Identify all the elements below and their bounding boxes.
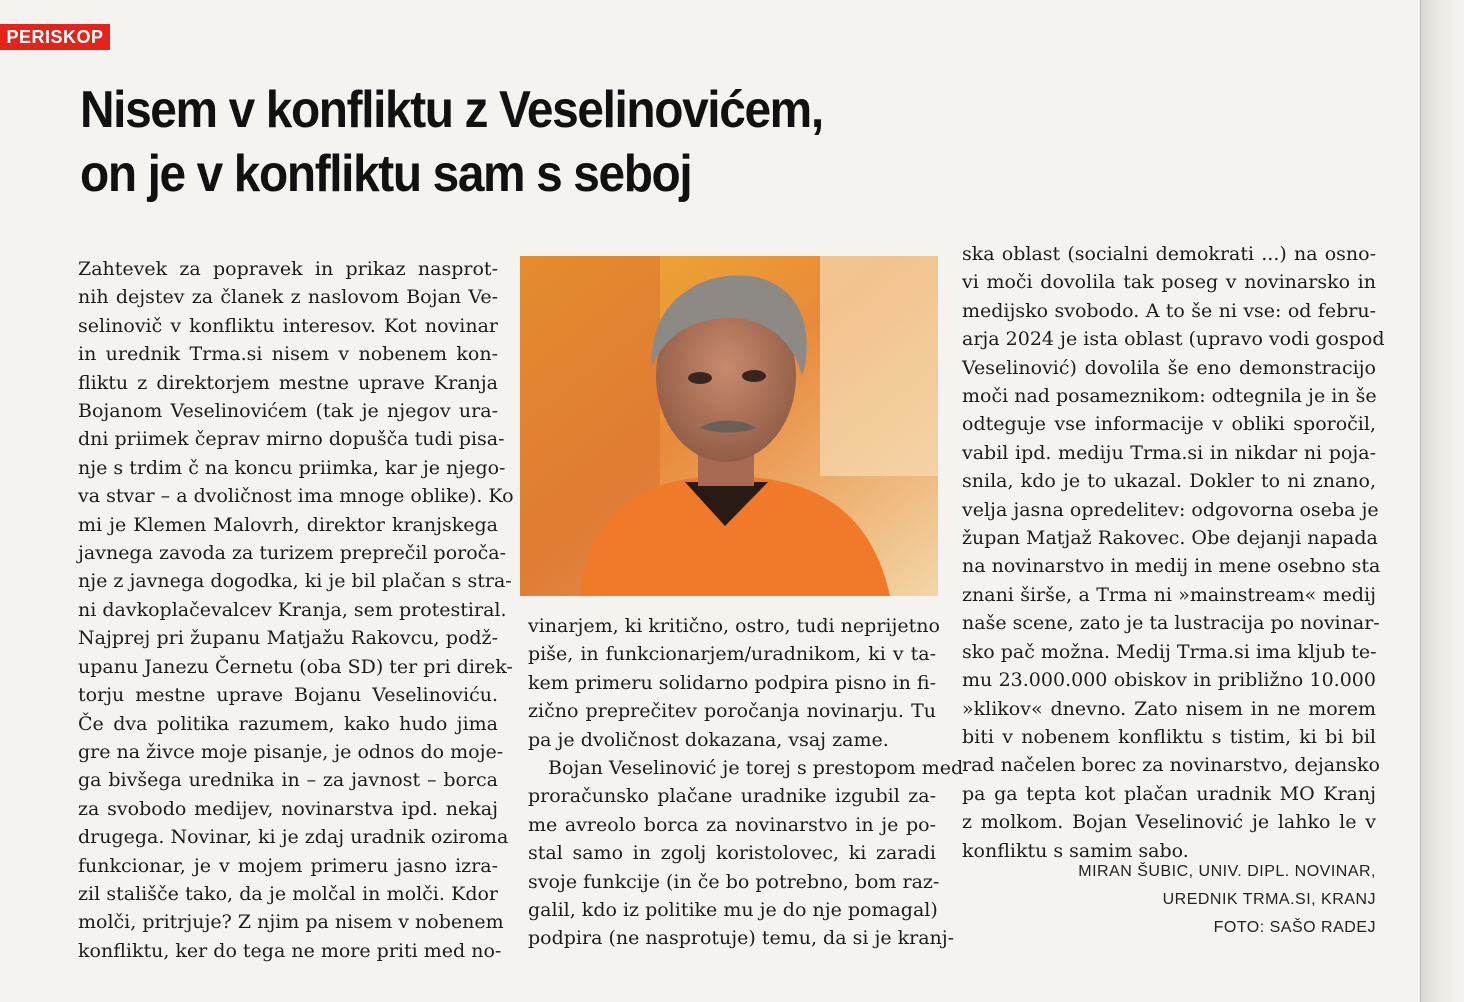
byline-author: MIRAN ŠUBIC, UNIV. DIPL. NOVINAR, [1078,863,1376,880]
article-column-3 [962,240,1385,865]
article-line: konfliktu s samim sabo. [962,839,1189,862]
article-line: sko pač možna. Medij Trma.si ima kljub te- [962,640,1377,663]
article-line: snila, kdo je to ukazal. Dokler to ni znano, [962,470,1376,493]
portrait-illustration [520,256,938,596]
article-line: odteguje vse informacije v obliki sporočil, [962,413,1376,436]
article-line: proračunsko plačane uradnike izgubil za- [528,785,936,808]
article-line: ga bivšega urednika in – za javnost – borca [78,769,498,792]
headline [80,78,1092,206]
article-line: in urednik Trma.si nisem v nobenem kon- [78,343,498,366]
article-line: fliktu z direktorjem mestne uprave Kranja [78,371,498,394]
article-line: ska oblast (socialni demokrati ...) na osno- [962,243,1376,265]
article-line: konfliktu, ker do tega ne more priti med no- [78,939,502,962]
article-line: naše scene, zato je ta lustracija po novinar- [962,612,1380,635]
article-line: pa ga tepta kot plačan uradnik MO Kranj [962,782,1376,805]
byline [1016,858,1376,942]
article-line: zil stališče tako, da je molčal in molči. Kdor [78,882,498,905]
article-line: kem primeru solidarno podpira pisno in fi- [528,671,936,694]
article-line: nje z javnega dogodka, ki je bil plačan s stra- [78,570,512,593]
article-line: me avreolo borca za novinarstvo in je po- [528,813,936,836]
article-line: podpira (ne nasprotuje) temu, da si je kranj- [528,927,955,950]
article-line: na novinarstvo in medij in mene osebno sta [962,555,1381,578]
article-line: Bojanom Veselinovićem (tak je njegov ura- [78,400,498,423]
article-line: ni davkoplačevalcev Kranja, sem protestiral. [78,598,507,621]
article-line: moči nad posameznikom: odtegnila je in še [962,385,1377,408]
article-line: Najprej pri županu Matjažu Rakovcu, podž- [78,627,498,650]
article-line: selinovič v konfliktu interesov. Kot novinar [78,314,498,337]
article-line: torju mestne uprave Bojanu Veselinoviću. [78,684,498,707]
article-line: galil, kdo iz politike mu je do nje pomagal) [528,899,938,922]
article-line: stal samo in zgolj koristolovec, ki zaradi [528,842,936,865]
page-edge [1420,0,1464,1002]
section-tag: PERISKOP [0,24,110,50]
article-line: piše, in funkcionarjem/uradnikom, ki v ta- [528,643,936,666]
photo-credit: FOTO: SAŠO RADEJ [1213,919,1376,936]
article-line: župan Matjaž Rakovec. Obe dejanji napada [962,527,1378,550]
article-line: dni priimek čeprav mirno dopušča tudi pisa- [78,428,505,451]
article-line: upanu Janezu Černetu (oba SD) ter pri direk- [78,655,513,678]
article-line: biti v nobenem konfliktu s tistim, ki bi bil [962,725,1376,748]
article-line: mu 23.000.000 obiskov in približno 10.000 [962,669,1376,692]
article-line: rad načelen borec za novinarstvo, dejansko [962,754,1380,777]
headline-line-1: Nisem v konfliktu z Veselinovićem, [80,81,823,139]
headline-line-2: on je v konfliktu sam s seboj [80,145,692,203]
article-line: svoje funkcije (in če bo potrebno, bom raz- [528,870,940,893]
article-line: za svobodo medijev, novinarstva ipd. nekaj [78,797,498,820]
article-line: Če dva politika razumem, kako hudo jima [78,712,498,735]
article-line: medijsko svobodo. A to še ni vse: od febru- [962,299,1376,322]
byline-role: UREDNIK TRMA.SI, KRANJ [1162,891,1376,908]
article-line: mi je Klemen Malovrh, direktor kranjskega [78,513,498,536]
article-line: »klikov« dnevno. Zato nisem in ne morem [962,697,1376,720]
article-line: va stvar – a dvoličnost ima mnoge oblike). Ko [78,485,514,508]
article-line: z molkom. Bojan Veselinović je lahko le v [962,811,1376,834]
article-line: nih dejstev za članek z naslovom Bojan Ve- [78,286,498,309]
article-line: vinarjem, ki kritično, ostro, tudi neprijetno [528,615,940,637]
article-line: arja 2024 je ista oblast (upravo vodi gospod [962,328,1385,351]
article-line: pa je dvoličnost dokazana, vsaj zame. [528,728,889,751]
article-line: molči, pritrjuje? Z njim pa nisem v nobenem [78,911,504,934]
portrait-photo [520,256,938,596]
article-line: drugega. Novinar, ki je zdaj uradnik oziroma [78,826,509,849]
article-line: zično preprečitev poročanja novinarju. Tu [528,700,936,723]
article-column-1 [78,255,514,965]
article-line: znani širše, a Trma ni »mainstream« medij [962,583,1376,606]
article-line: nje s trdim č na koncu priimka, kar je njego- [78,456,506,479]
article-line: Bojan Veselinović je torej s prestopom med [548,757,964,780]
article-line: Zahtevek za popravek in prikaz nasprot- [78,258,498,280]
article-line: vi moči dovolila tak poseg v novinarsko in [962,271,1376,294]
article-line: velja jasna opredelitev: odgovorna oseba je [962,498,1379,521]
article-column-2 [528,612,964,953]
article-line: Veselinović) dovolila še eno demonstracijo [962,356,1376,379]
article-line: vabil ipd. mediju Trma.si in nikdar ni poja- [962,441,1376,464]
article-line: funkcionar, je v mojem primeru jasno izra- [78,854,498,877]
article-line: gre na živce moje pisanje, je odnos do moje- [78,740,504,763]
article-line: javnega zavoda za turizem preprečil poroča- [78,542,507,565]
